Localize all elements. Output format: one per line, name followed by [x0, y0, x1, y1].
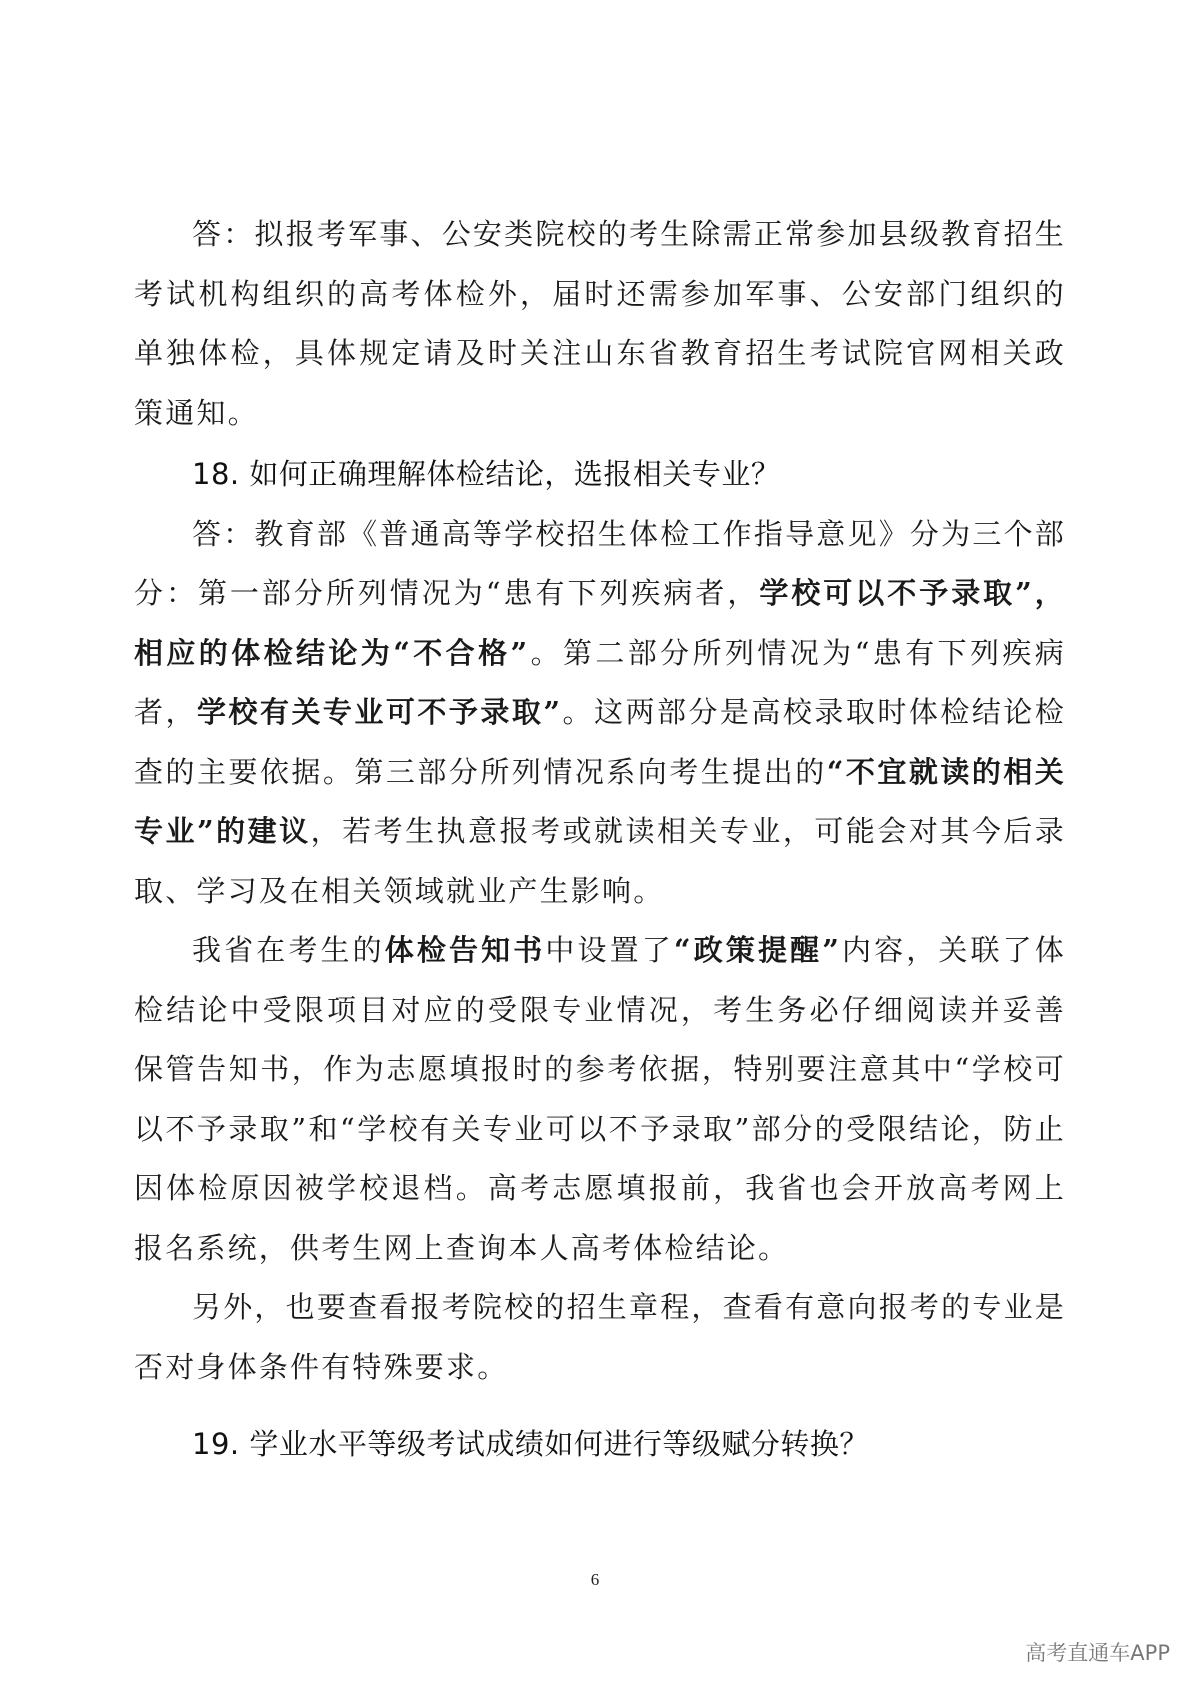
question-heading: 19. 学业水平等级考试成绩如何进行等级赋分转换？	[192, 1427, 869, 1461]
bold-text-run: 学校有关专业可不予录取”	[196, 695, 563, 729]
text-run: 我省在考生的	[192, 933, 385, 967]
text-run: 中设置了	[545, 933, 674, 967]
bold-text-run: “不宜就读的相关专业”的建议	[134, 754, 1067, 848]
text-run: 答：教育部《普通高等学校招生体检工作指导意见》分为三个部分：第一部分所列情况为“患有下列疾病者，	[134, 516, 1066, 610]
question-heading: 18. 如何正确理解体检结论，选报相关专业？	[192, 457, 781, 491]
text-run: 。第二部分所列情况为“患有下列疾病者，	[134, 635, 1066, 729]
answer-paragraph	[134, 921, 1066, 1278]
text-run: 。这两部分是高校录取时体检结论检查的主要依据。第三部分所列情况系向考生提出的	[134, 695, 1066, 789]
text-run: 答：拟报考军事、公安类院校的考生除需正常参加县级教育招生考试机构组织的高考体检外，届时还需参加军事、公安部门组织的单独体检，具体规定请及时关注山东省教育招生考试院官网相关政策通知。	[134, 217, 1066, 430]
answer-paragraph	[134, 205, 1066, 443]
text-run: 另外，也要查看报考院校的招生章程，查看有意向报考的专业是否对身体条件有特殊要求。	[134, 1290, 1066, 1384]
answer-paragraph	[134, 1278, 1066, 1397]
bold-text-run: 体检告知书	[384, 933, 546, 967]
document-body	[134, 205, 1066, 1475]
text-run: 内容，关联了体检结论中受限项目对应的受限专业情况，考生务必仔细阅读并妥善保管告知书，作为志愿填报时的参考依据，特别要注意其中“学校可以不予录取”和“学校有关专业可以不予录取”部分的受限结论，防止因体检原因被学校退档。高考志愿填报前，我省也会开放高考网上报名系统，供考生网上查询本人高考体检结论。	[134, 933, 1067, 1265]
answer-paragraph	[134, 505, 1066, 922]
bold-text-run: “政策提醒”	[673, 933, 842, 967]
text-run: ，若考生执意报考或就读相关专业，可能会对其今后录取、学习及在相关领域就业产生影响。	[134, 814, 1066, 908]
page-number: 6	[590, 1570, 600, 1589]
watermark-text: 高考直通车APP	[1025, 1641, 1170, 1665]
bold-text-run: 学校可以不予录取”，相应的体检结论为“不合格”	[134, 576, 1067, 670]
